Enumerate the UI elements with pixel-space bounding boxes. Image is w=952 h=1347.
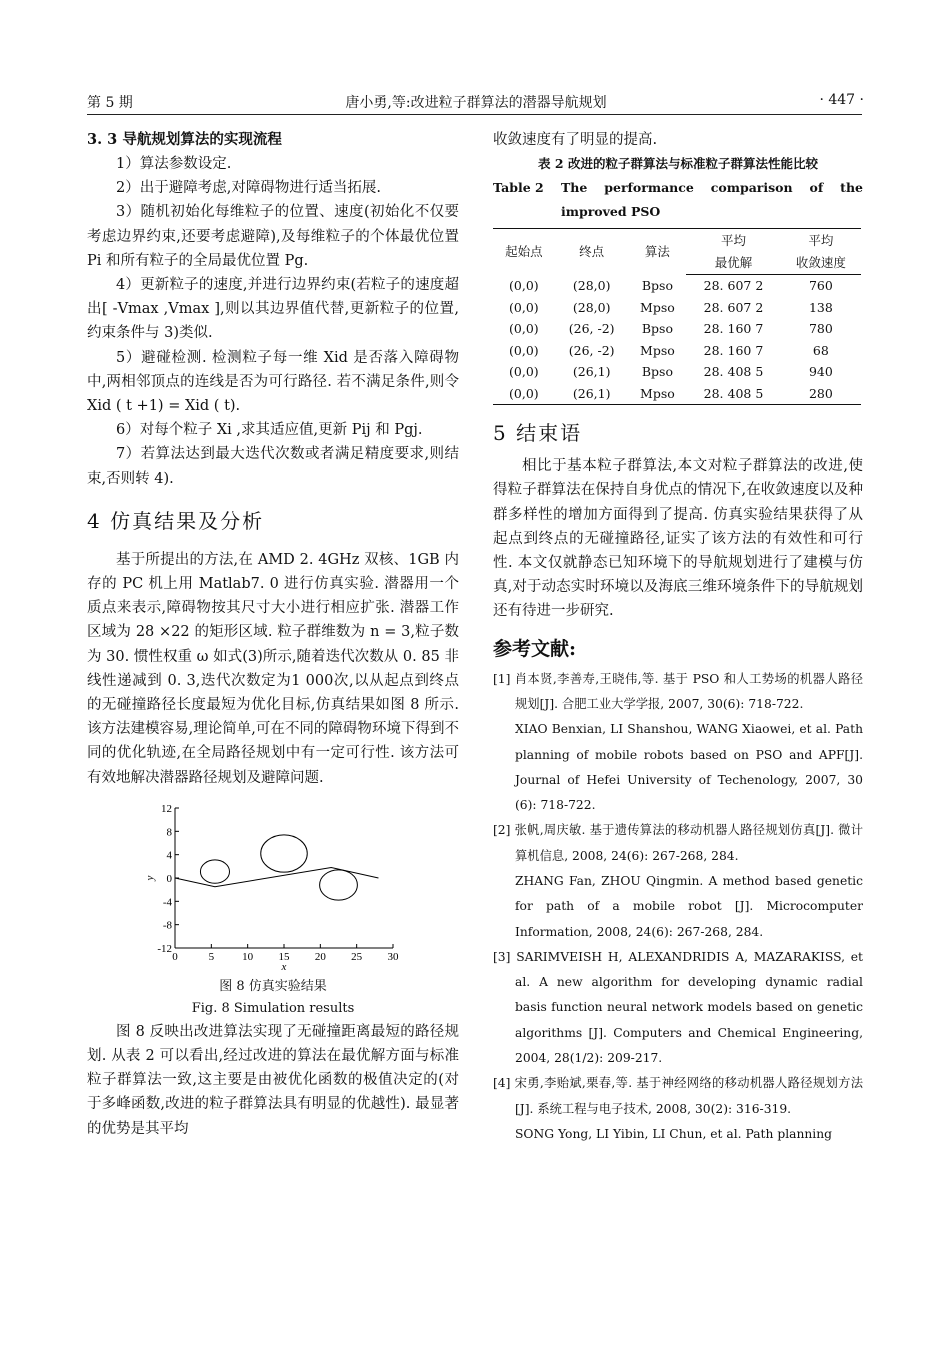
- table-cell: (28,0): [572, 299, 611, 315]
- performance-table: [493, 228, 861, 405]
- table-cell: Bpso: [641, 364, 673, 380]
- x-tick-label: 20: [314, 950, 326, 963]
- y-tick-label: 8: [166, 826, 172, 839]
- analysis-paragraph: 图 8 反映出改进算法实现了无碰撞距离最短的路径规划. 从表 2 可以看出,经过改进的算法在最优解方面与标准粒子群算法一致,这主要是由被优化函数的极值决定的(对于多峰函数,改进的粒子群算法具有明显的优越性). 最显著的优势是其平均: [87, 1023, 459, 1137]
- y-tick-label: -8: [162, 919, 172, 932]
- x-tick-label: 25: [351, 950, 363, 963]
- table-row: [493, 340, 861, 362]
- table-cell: Bpso: [641, 321, 673, 337]
- col-avg-1: 平均: [686, 229, 781, 252]
- table-caption-en: [493, 176, 863, 224]
- table-cell: Mpso: [640, 299, 675, 315]
- reference-item: [2] 张帆,周庆敏. 基于遗传算法的移动机器人路径规划仿真[J]. 微计算机信息, 2008, 24(6): 267-268, 284.: [493, 823, 863, 863]
- table-row: [493, 383, 861, 405]
- col-optimum: 最优解: [686, 251, 781, 275]
- table-cell: (0,0): [509, 321, 539, 337]
- y-axis-label: y: [144, 875, 156, 881]
- table-row: [493, 318, 861, 340]
- x-tick-label: 10: [242, 950, 254, 963]
- col-algorithm: 算法: [629, 229, 687, 275]
- y-tick-label: -4: [162, 896, 172, 909]
- section-3-3-heading: 3. 3 导航规划算法的实现流程: [87, 131, 282, 148]
- col-conv-speed: 收敛速度: [781, 251, 861, 275]
- step-5: 5）避碰检测. 检测粒子每一维 Xid 是否落入障碍物中,两相邻顶点的连线是否为可行路径. 若不满足条件,则令 Xid ( t +1) = Xid ( t).: [87, 349, 459, 415]
- obstacle-circle: [320, 870, 358, 900]
- step-4: 4）更新粒子的速度,并进行边界约束(若粒子的速度超出[ -Vmax ,Vmax ],则以其边界值代替,更新粒子的位置,约束条件与 3)类似.: [87, 277, 459, 342]
- table-row: [493, 275, 861, 297]
- x-tick-label: 15: [278, 950, 290, 963]
- col-avg-2: 平均: [781, 229, 861, 252]
- section-4-paragraph: 基于所提出的方法,在 AMD 2. 4GHz 双核、1GB 内存的 PC 机上用 Matlab7. 0 进行仿真实验. 潜器用一个质点来表示,障碍物按其尺寸大小进行相应扩张. 潜器工作区域为 28 ×22 的矩形区域. 粒子群维数为 n = 3,粒子数为 30. 惯性权重 ω 如式(3)所示,随着迭代次数从 0. 85 非线性递减到 0. 3,迭代次数定为1 000次,以从起点到终点的无碰撞路径长度最短为优化目标,仿真结果如图 8 所示. 该方法建模容易,理论简单,可在不同的障碍物环境下得到不同的优化轨迹,在全局路径规划中有一定可行性. 该方法可有效地解决潜器路径规划及避障问题.: [87, 551, 459, 786]
- table-cell: (0,0): [509, 342, 539, 358]
- reference-item: [3] SARIMVEISH H, ALEXANDRIDIS A, MAZARAKISS, et al. A new algorithm for developing dynamic radial basis function neural network models based on genetic algorithms [J]. Computers and Chemical Engineering, 2004, 28(1/2): 209-217.: [493, 949, 863, 1066]
- x-tick-label: 0: [172, 950, 178, 963]
- table-cell: Mpso: [629, 383, 687, 405]
- table-cell: 28. 607 2: [703, 299, 764, 315]
- table-cell: 760: [808, 278, 833, 294]
- table-cell: (26, -2): [568, 342, 615, 358]
- table-cell: 280: [781, 383, 861, 405]
- reference-item-english: XIAO Benxian, LI Shanshou, WANG Xiaowei, et al. Path planning of mobile robots based on PSO and APF[J]. Journal of Hefei University of Techenology, 2007, 30 (6): 718-722.: [515, 722, 863, 813]
- y-tick-label: -12: [157, 942, 172, 955]
- table-row: [493, 361, 861, 383]
- col-end: 终点: [555, 229, 629, 275]
- reference-item-english: SONG Yong, LI Yibin, LI Chun, et al. Path planning: [515, 1126, 833, 1141]
- reference-list: [493, 667, 863, 1148]
- table-cell: 940: [808, 364, 833, 380]
- table-cell: Mpso: [640, 342, 675, 358]
- left-column: [87, 128, 459, 1141]
- table-cell: Bpso: [641, 277, 673, 293]
- obstacle-circle: [261, 835, 308, 872]
- table-caption-label: Table 2: [493, 180, 544, 196]
- header-rule: [87, 114, 862, 115]
- table-cell: (0,0): [509, 277, 539, 293]
- step-2: 2）出于避障考虑,对障碍物进行适当拓展.: [116, 180, 381, 197]
- table-cell: (26,1): [555, 383, 629, 405]
- table-cell: 28. 408 5: [686, 383, 781, 405]
- simulation-chart: [135, 800, 399, 973]
- reference-item-english: ZHANG Fan, ZHOU Qingmin. A method based genetic for path of a mobile robot [J]. Microcomputer Information, 2008, 24(6): 267-268, 284.: [515, 874, 863, 939]
- references-heading: 参考文献:: [493, 637, 577, 660]
- table-cell: (0,0): [493, 383, 555, 405]
- conclusion-paragraph: 相比于基本粒子群算法,本文对粒子群算法的改进,使得粒子群算法在保持自身优点的情况下,在收敛速度以及种群多样性的增加方面得到了提高. 仿真实验结果获得了从起点到终点的无碰撞路径,证实了该方法的有效性和可行性. 本文仅就静态已知环境下的导航规划进行了建模与仿真,对于动态实时环境以及海底三维环境条件下的导航规划还有待进一步研究.: [493, 458, 863, 620]
- step-3: 3）随机初始化每维粒子的位置、速度(初始化不仅要考虑边界约束,还要考虑避障),及每维粒子的个体最优位置 Pi 和所有粒子的全局最优位置 Pg.: [87, 204, 459, 269]
- step-1: 1）算法参数设定.: [116, 156, 232, 172]
- y-tick-label: 4: [166, 849, 172, 862]
- table-cell: (26, -2): [568, 321, 615, 337]
- right-column: [493, 128, 863, 1147]
- running-title: 唐小勇,等:改进粒子群算法的潜器导航规划: [345, 95, 607, 111]
- figure-caption-cn: 图 8 仿真实验结果: [219, 978, 327, 994]
- table-cell: 780: [808, 321, 833, 337]
- table-caption-cn: 表 2 改进的粒子群算法与标准粒子群算法性能比较: [538, 156, 818, 172]
- obstacle-circle: [200, 860, 229, 883]
- table-cell: (28,0): [572, 277, 611, 293]
- table-body: [493, 275, 861, 405]
- path-line: [175, 867, 378, 886]
- col-start: 起始点: [493, 229, 555, 275]
- section-5-heading: 5 结束语: [493, 421, 583, 446]
- x-axis-label: x: [281, 960, 287, 973]
- table-cell: 68: [812, 342, 829, 358]
- page-number: · 447 ·: [819, 92, 864, 108]
- figure-caption-en: Fig. 8 Simulation results: [191, 1000, 355, 1016]
- section-4-heading: 4 仿真结果及分析: [87, 508, 265, 533]
- table-cell: 28. 160 7: [703, 321, 764, 337]
- step-6: 6）对每个粒子 Xi ,求其适应值,更新 Pij 和 Pgj.: [116, 422, 423, 439]
- reference-item: [4] 宋勇,李贻斌,栗春,等. 基于神经网络的移动机器人路径规划方法[J]. 系统工程与电子技术, 2008, 30(2): 316-319.: [493, 1076, 863, 1116]
- x-tick-label: 5: [208, 950, 215, 963]
- table-cell: (0,0): [509, 299, 539, 315]
- y-tick-label: 0: [166, 872, 172, 885]
- y-tick-label: 12: [161, 802, 172, 815]
- table-cell: 28. 408 5: [703, 364, 764, 380]
- x-tick-label: 30: [387, 950, 399, 963]
- issue-number: 第 5 期: [87, 95, 133, 111]
- figure-8: [135, 800, 459, 976]
- table-cell: (0,0): [509, 364, 539, 380]
- table-cell: (26,1): [572, 364, 611, 380]
- continued-text: 收敛速度有了明显的提高.: [493, 132, 658, 148]
- table-row: [493, 297, 861, 319]
- table-cell: 28. 160 7: [703, 342, 764, 358]
- step-7: 7）若算法达到最大迭代次数或者满足精度要求,则结束,否则转 4).: [87, 446, 459, 487]
- reference-item: [1] 肖本贤,李善寿,王晓伟,等. 基于 PSO 和人工势场的机器人路径规划[J]. 合肥工业大学学报, 2007, 30(6): 718-722.: [493, 671, 863, 711]
- table-caption-text: The performance comparison of the improved PSO: [561, 180, 863, 220]
- table-cell: 28. 607 2: [703, 278, 764, 294]
- table-cell: 138: [808, 299, 833, 315]
